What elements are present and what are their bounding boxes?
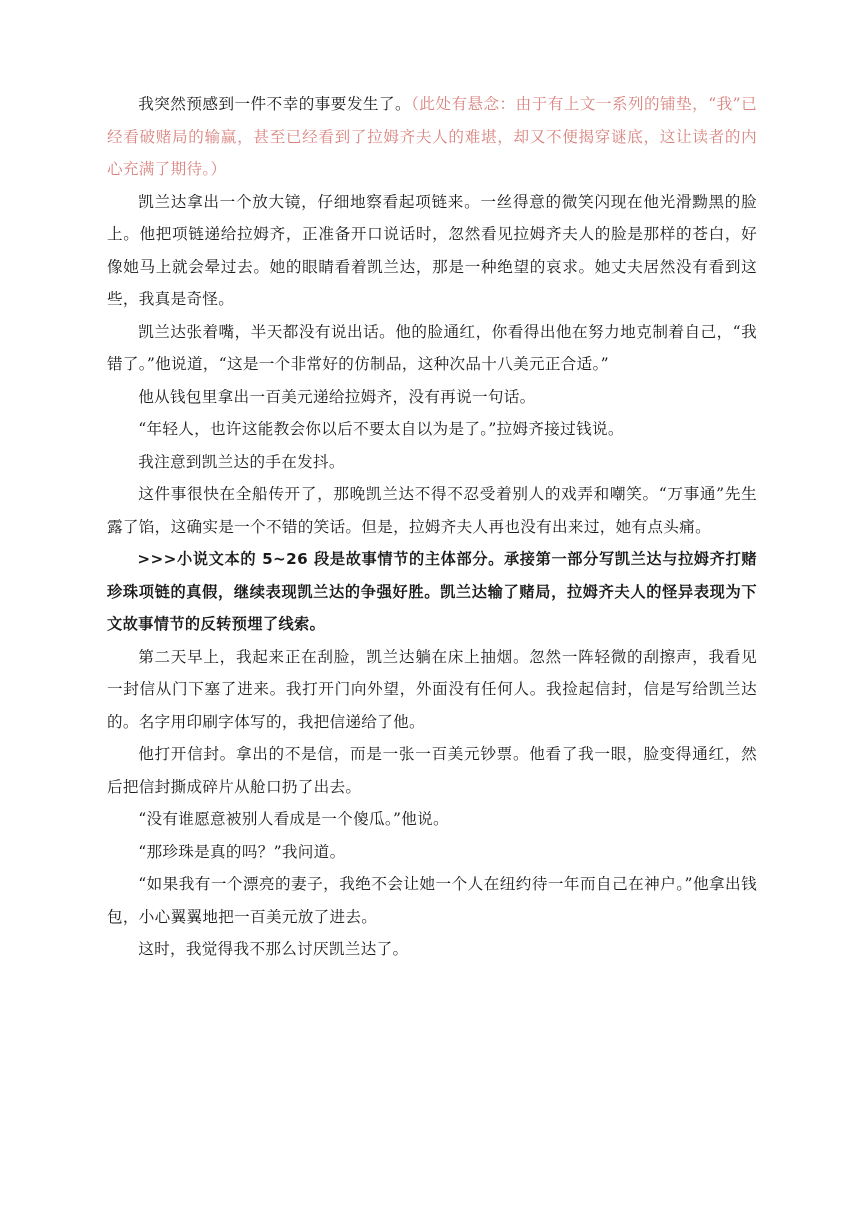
paragraph-text: 我突然预感到一件不幸的事要发生了。 bbox=[138, 95, 412, 113]
commentary-plot-analysis: >>>小说文本的 5~26 段是故事情节的主体部分。承接第一部分写凯兰达与拉姆齐打赌珍珠项链的真假，继续表现凯兰达的争强好胜。凯兰达输了赌局，拉姆齐夫人的怪异表现为下文故事情节的反转预埋了线索。 bbox=[107, 550, 757, 633]
paragraph-admission: 凯兰达张着嘴，半天都没有说出话。他的脸通红，你看得出他在努力地克制着自己，“我错了。”他说道，“这是一个非常好的仿制品，这种次品十八美元正合适。” bbox=[107, 322, 757, 373]
paragraph-wife-quote: “如果我有一个漂亮的妻子，我绝不会让她一个人在纽约待一年而自己在神户。”他拿出钱包，小心翼翼地把一百美元放了进去。 bbox=[107, 875, 757, 926]
paragraph-conclusion: 这时，我觉得我不那么讨厌凯兰达了。 bbox=[138, 940, 409, 958]
paragraph-ship-gossip: 这件事很快在全船传开了，那晚凯兰达不得不忍受着别人的戏弄和嘲笑。“万事通”先生露了馅，这确实是一个不错的笑话。但是，拉姆齐夫人再也没有出来过，她有点头痛。 bbox=[107, 485, 757, 536]
paragraph-trembling-hands: 我注意到凯兰达的手在发抖。 bbox=[138, 452, 345, 471]
paragraph-pearl-question: “那珍珠是真的吗？”我问道。 bbox=[138, 842, 346, 861]
paragraph-fool-quote: “没有谁愿意被别人看成是一个傻瓜。”他说。 bbox=[138, 810, 449, 828]
paragraph-next-morning: 第二天早上，我起来正在刮脸，凯兰达躺在床上抽烟。忽然一阵轻微的刮擦声，我看见一封信从门下塞了进来。我打开门向外望，外面没有任何人。我捡起信封，信是写给凯兰达的。名字用印刷字体写的，我把信递给了他。 bbox=[107, 647, 757, 731]
paragraph-ramsay-reply: “年轻人，也许这能教会你以后不要太自以为是了。”拉姆齐接过钱说。 bbox=[138, 420, 624, 438]
paragraph-premonition bbox=[107, 88, 757, 186]
annotation-note: （此处有悬念：由于有上文一系列的铺垫，“我”已经看破赌局的输赢，甚至已经看到了拉姆齐夫人的难堪，却又不便揭穿谜底，这让读者的内心充满了期待。） bbox=[107, 95, 757, 178]
paragraph-magnifier: 凯兰达拿出一个放大镜，仔细地察看起项链来。一丝得意的微笑闪现在他光滑黝黑的脸上。他把项链递给拉姆齐，正准备开口说话时，忽然看见拉姆齐夫人的脸是那样的苍白，好像她马上就会晕过去。她的眼睛看着凯兰达，那是一种绝望的哀求。她丈夫居然没有看到这些，我真是奇怪。 bbox=[107, 192, 757, 308]
paragraph-envelope: 他打开信封。拿出的不是信，而是一张一百美元钞票。他看了我一眼，脸变得通红，然后把信封撕成碎片从舱口扔了出去。 bbox=[107, 745, 757, 796]
document-page bbox=[107, 88, 757, 966]
paragraph-payment: 他从钱包里拿出一百美元递给拉姆齐，没有再说一句话。 bbox=[138, 387, 536, 406]
